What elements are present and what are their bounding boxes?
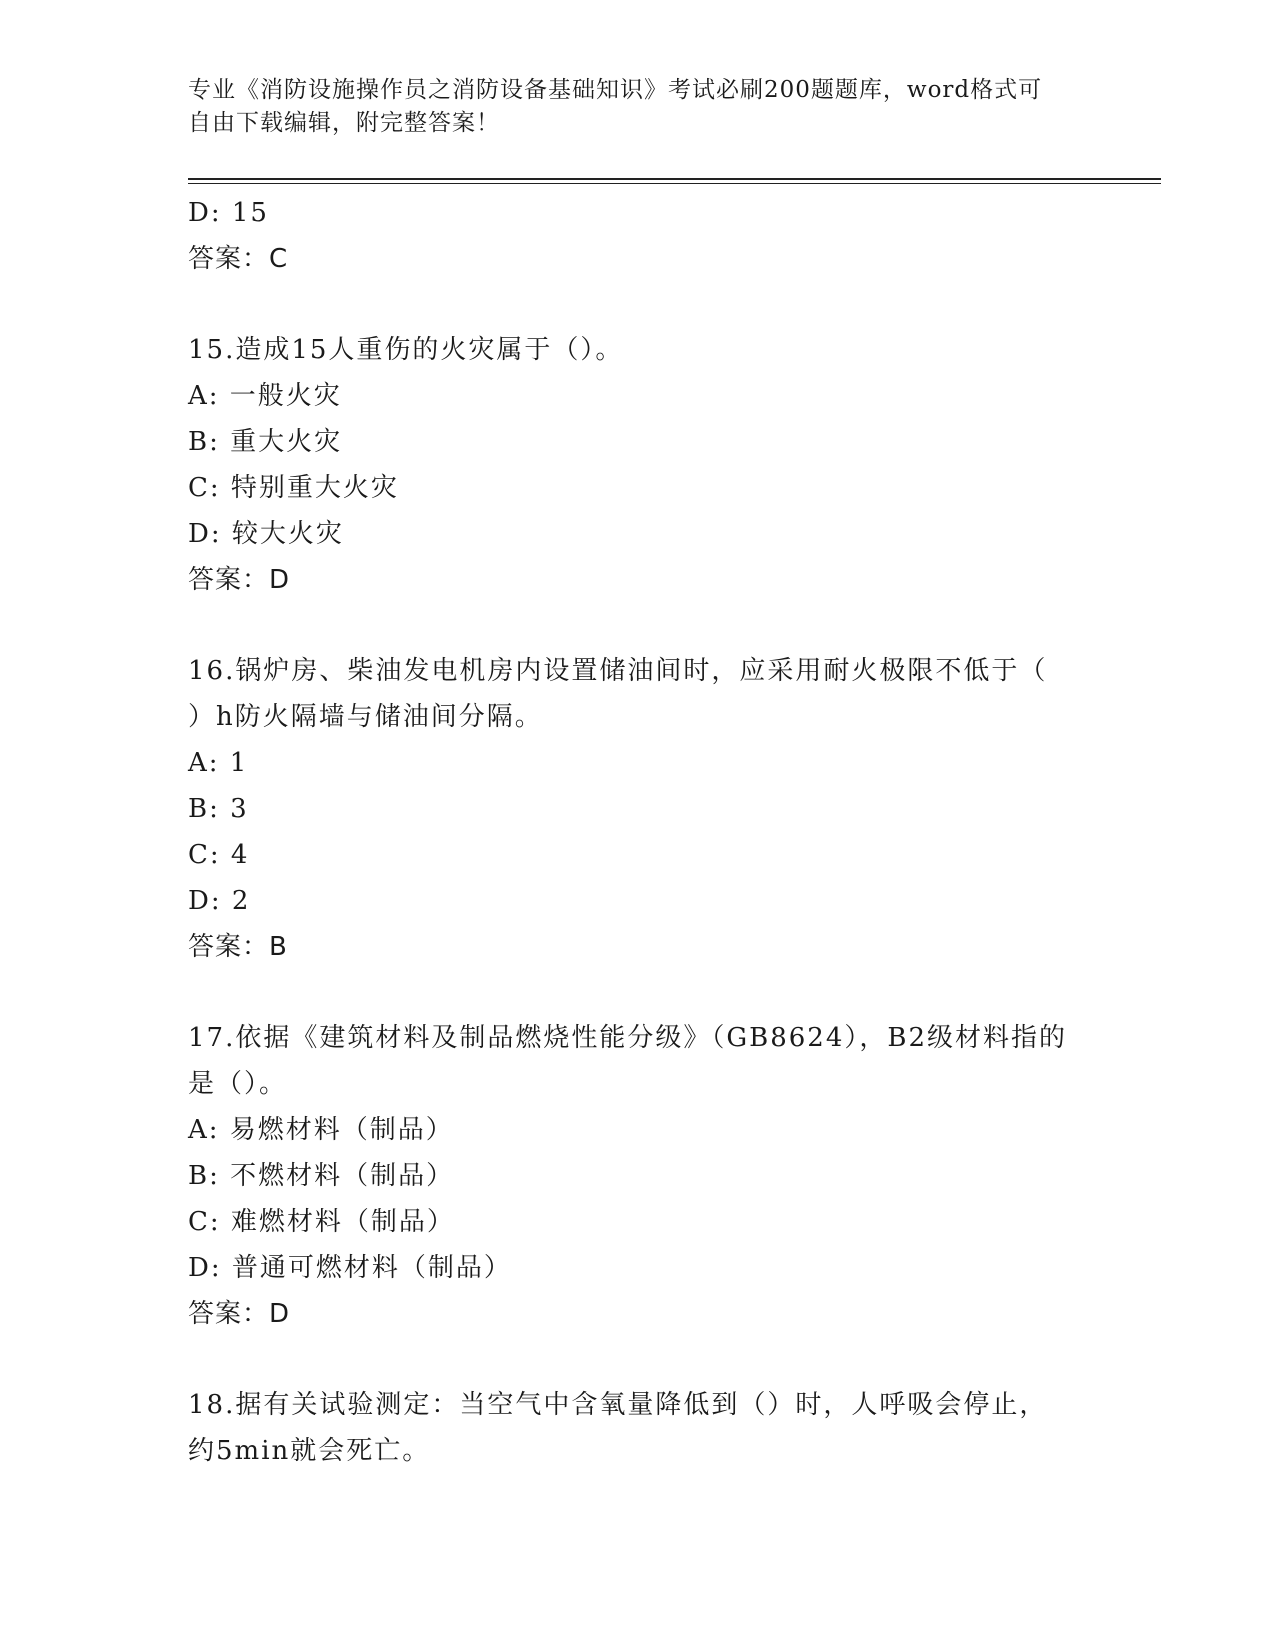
prev-answer: 答案：C bbox=[188, 244, 289, 274]
question-17 bbox=[188, 1015, 1088, 1337]
question-stem: 15.造成15人重伤的火灾属于（）。 bbox=[188, 335, 624, 365]
question-18 bbox=[188, 1382, 1088, 1474]
question-stem-line-2: 是（）。 bbox=[188, 1069, 288, 1099]
header-rule-thin bbox=[188, 183, 1161, 184]
header-rule-thick bbox=[188, 178, 1161, 180]
header-line-1: 专业《消防设施操作员之消防设备基础知识》考试必刷200题题库，word格式可 bbox=[188, 77, 1043, 103]
option-c: C: 4 bbox=[188, 840, 250, 870]
page-header bbox=[188, 74, 1078, 140]
answer: 答案：B bbox=[188, 932, 288, 962]
question-list bbox=[188, 190, 1088, 1474]
option-b: B: 3 bbox=[188, 794, 249, 824]
option-d: D: 普通可燃材料（制品） bbox=[188, 1253, 512, 1283]
option-b: B: 不燃材料（制品） bbox=[188, 1161, 455, 1191]
question-stem-line-1: 18.据有关试验测定：当空气中含氧量降低到（）时，人呼吸会停止， bbox=[188, 1390, 1048, 1420]
option-c: C: 特别重大火灾 bbox=[188, 473, 399, 503]
question-stem-line-1: 17.依据《建筑材料及制品燃烧性能分级》（GB8624），B2级材料指的 bbox=[188, 1023, 1068, 1053]
spacer bbox=[188, 1337, 1088, 1382]
option-d: D: 较大火灾 bbox=[188, 519, 344, 549]
answer: 答案：D bbox=[188, 1299, 291, 1329]
spacer bbox=[188, 282, 1088, 327]
option-b: B: 重大火灾 bbox=[188, 427, 343, 457]
question-stem-line-2: 约5min就会死亡。 bbox=[188, 1436, 431, 1466]
question-15 bbox=[188, 327, 1088, 603]
prev-option-d: D: 15 bbox=[188, 198, 269, 228]
header-line-2: 自由下载编辑，附完整答案！ bbox=[188, 110, 500, 136]
option-c: C: 难燃材料（制品） bbox=[188, 1207, 455, 1237]
question-16 bbox=[188, 648, 1088, 970]
spacer bbox=[188, 603, 1088, 648]
option-d: D: 2 bbox=[188, 886, 251, 916]
option-a: A: 1 bbox=[188, 748, 249, 778]
option-a: A: 易燃材料（制品） bbox=[188, 1115, 454, 1145]
spacer bbox=[188, 970, 1088, 1015]
question-stem-line-1: 16.锅炉房、柴油发电机房内设置储油间时，应采用耐火极限不低于（ bbox=[188, 656, 1048, 686]
answer: 答案：D bbox=[188, 565, 291, 595]
option-a: A: 一般火灾 bbox=[188, 381, 342, 411]
question-stem-line-2: ）h防火隔墙与储油间分隔。 bbox=[188, 702, 543, 732]
